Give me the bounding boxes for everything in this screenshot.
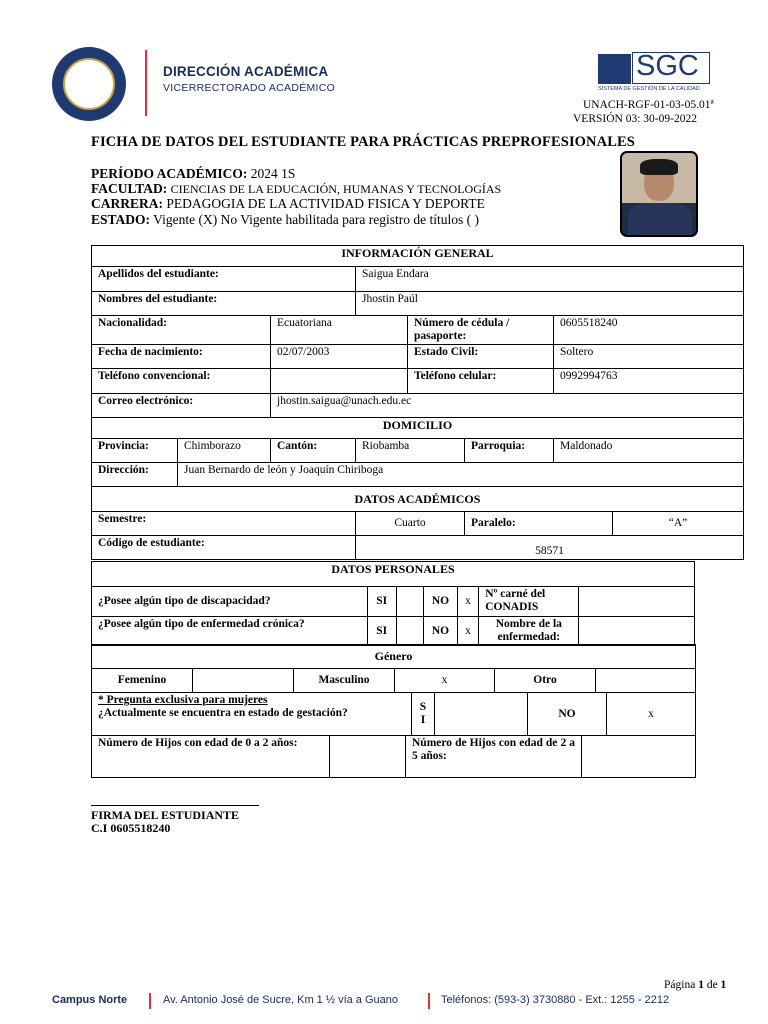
cronica-no-label: NO [424, 617, 458, 646]
masculino-mark: x [395, 669, 495, 693]
gender-table [91, 644, 696, 693]
direccion-value: Juan Bernardo de león y Joaquín Chiriboga [178, 463, 744, 487]
cronica-si-label: SI [367, 617, 396, 646]
canton-value: Riobamba [356, 439, 465, 463]
hijos-0-2-value [330, 736, 406, 778]
apellidos-label: Apellidos del estudiante: [92, 267, 356, 292]
nombres-label: Nombres del estudiante: [92, 292, 356, 316]
sgc-logo-subtitle: SISTEMA DE GESTIÓN DE LA CALIDAD [598, 86, 700, 92]
codigo-value: 58571 [356, 536, 744, 560]
femenino-box [193, 669, 294, 693]
footer-campus: Campus Norte [52, 994, 128, 1006]
student-photo [620, 151, 698, 237]
discapacidad-question: ¿Posee algún tipo de discapacidad? [92, 587, 368, 617]
personales-heading: DATOS PERSONALES [92, 562, 695, 587]
general-info-table [91, 245, 744, 560]
hijos-0-2-label: Número de Hijos con edad de 0 a 2 años: [92, 736, 330, 778]
cronica-question: ¿Posee algún tipo de enfermedad crónica? [92, 617, 368, 646]
femenino-label: Femenino [92, 669, 193, 693]
footer-divider-2 [428, 993, 430, 1009]
periodo-line [91, 166, 295, 181]
page-of: de [706, 979, 718, 991]
general-heading: INFORMACIÓN GENERAL [92, 246, 744, 267]
estado-value: Vigente (X) No Vigente habilitada para registro de títulos ( ) [153, 212, 479, 227]
header-divider [145, 50, 147, 116]
cronica-si-box [396, 617, 424, 646]
footer-divider-1 [149, 993, 151, 1009]
parroquia-label: Parroquia: [465, 439, 554, 463]
carrera-value: PEDAGOGIA DE LA ACTIVIDAD FISICA Y DEPORTE [166, 196, 485, 211]
exclusive-note: * Pregunta exclusiva para mujeres [98, 694, 268, 706]
celular-label: Teléfono celular: [408, 369, 554, 394]
hijos-2-5-value [582, 736, 696, 778]
provincia-value: Chimborazo [178, 439, 271, 463]
children-table [91, 735, 696, 778]
pregnancy-table [91, 692, 696, 736]
apellidos-value: Saigua Endara [356, 267, 744, 292]
discapacidad-no-label: NO [424, 587, 458, 617]
correo-label: Correo electrónico: [92, 394, 271, 418]
page-total: 1 [720, 979, 727, 991]
page-title: FICHA DE DATOS DEL ESTUDIANTE PARA PRÁCTICAS PREPROFESIONALES [91, 134, 635, 150]
header-title: DIRECCIÓN ACADÉMICA [163, 64, 329, 79]
academicos-heading: DATOS ACADÉMICOS [92, 487, 744, 512]
facultad-label: FACULTAD: [91, 181, 168, 196]
sgc-logo-icon [598, 54, 631, 84]
university-seal-inner [63, 58, 115, 110]
document-code: UNACH-RGF-01-03-05.01ª [583, 99, 714, 111]
telefono-value [271, 369, 408, 394]
signature-line [91, 805, 259, 806]
paralelo-value: “A” [613, 512, 744, 536]
periodo-value: 2024 1S [250, 166, 296, 181]
discapacidad-no-mark: x [457, 587, 478, 617]
conadis-label: Nº carné del CONADIS [479, 587, 579, 617]
hijos-2-5-label: Número de Hijos con edad de 2 a 5 años: [406, 736, 582, 778]
nombres-value: Jhostin Paúl [356, 292, 744, 316]
gestacion-si-box [435, 693, 528, 736]
telefono-label: Teléfono convencional: [92, 369, 271, 394]
nacionalidad-value: Ecuatoriana [271, 316, 408, 345]
header-subtitle: VICERRECTORADO ACADÉMICO [163, 82, 336, 94]
facultad-line [91, 181, 501, 197]
page-prefix: Página [664, 979, 696, 991]
nacimiento-value: 02/07/2003 [271, 345, 408, 369]
carrera-line [91, 196, 485, 211]
discapacidad-si-box [396, 587, 424, 617]
canton-label: Cantón: [271, 439, 356, 463]
parroquia-value: Maldonado [554, 439, 744, 463]
document-version: VERSIÓN 03: 30-09-2022 [573, 113, 697, 125]
direccion-label: Dirección: [92, 463, 178, 487]
domicilio-heading: DOMICILIO [92, 418, 744, 439]
semestre-label: Semestre: [92, 512, 356, 536]
facultad-value: CIENCIAS DE LA EDUCACIÓN, HUMANAS Y TECNOLOGÍAS [170, 182, 502, 196]
footer-phones: Teléfonos: (593-3) 3730880 - Ext.: 1255 - 2212 [441, 994, 670, 1006]
provincia-label: Provincia: [92, 439, 178, 463]
sgc-logo-text: SGC [636, 50, 699, 82]
gestacion-no-label: NO [528, 693, 607, 736]
periodo-label: PERÍODO ACADÉMICO: [91, 166, 248, 181]
semestre-value: Cuarto [356, 512, 465, 536]
estado-label: ESTADO: [91, 212, 151, 227]
codigo-label: Código de estudiante: [92, 536, 356, 560]
gestacion-no-mark: x [607, 693, 696, 736]
nacionalidad-label: Nacionalidad: [92, 316, 271, 345]
otro-label: Otro [495, 669, 596, 693]
cedula-value: 0605518240 [554, 316, 744, 345]
page-current: 1 [698, 979, 704, 991]
gestacion-si-letter-1: S [419, 701, 427, 713]
discapacidad-si-label: SI [367, 587, 396, 617]
paralelo-label: Paralelo: [465, 512, 613, 536]
nacimiento-label: Fecha de nacimiento: [92, 345, 271, 369]
gestacion-si-letter-2: I [420, 714, 426, 726]
page-number [664, 979, 726, 991]
masculino-label: Masculino [294, 669, 395, 693]
signature-ci: C.I 0605518240 [91, 821, 171, 835]
correo-value: jhostin.saigua@unach.edu.ec [271, 394, 744, 418]
civil-value: Soltero [554, 345, 744, 369]
carrera-label: CARRERA: [91, 196, 163, 211]
genero-heading: Género [92, 645, 696, 669]
gestacion-si-label [412, 693, 435, 736]
enfermedad-label: Nombre de la enfermedad: [479, 617, 579, 646]
footer-address: Av. Antonio José de Sucre, Km 1 ½ vía a Guano [163, 994, 399, 1006]
enfermedad-value [579, 617, 695, 646]
gestacion-question-cell [92, 693, 412, 736]
signature-label: FIRMA DEL ESTUDIANTE [91, 808, 240, 822]
personal-data-table [91, 561, 695, 646]
cedula-label: Número de cédula / pasaporte: [408, 316, 554, 345]
otro-box [596, 669, 696, 693]
civil-label: Estado Civil: [408, 345, 554, 369]
conadis-value [579, 587, 695, 617]
cronica-no-mark: x [457, 617, 478, 646]
celular-value: 0992994763 [554, 369, 744, 394]
gestacion-question: ¿Actualmente se encuentra en estado de gestación? [98, 707, 348, 719]
estado-line [91, 212, 479, 227]
